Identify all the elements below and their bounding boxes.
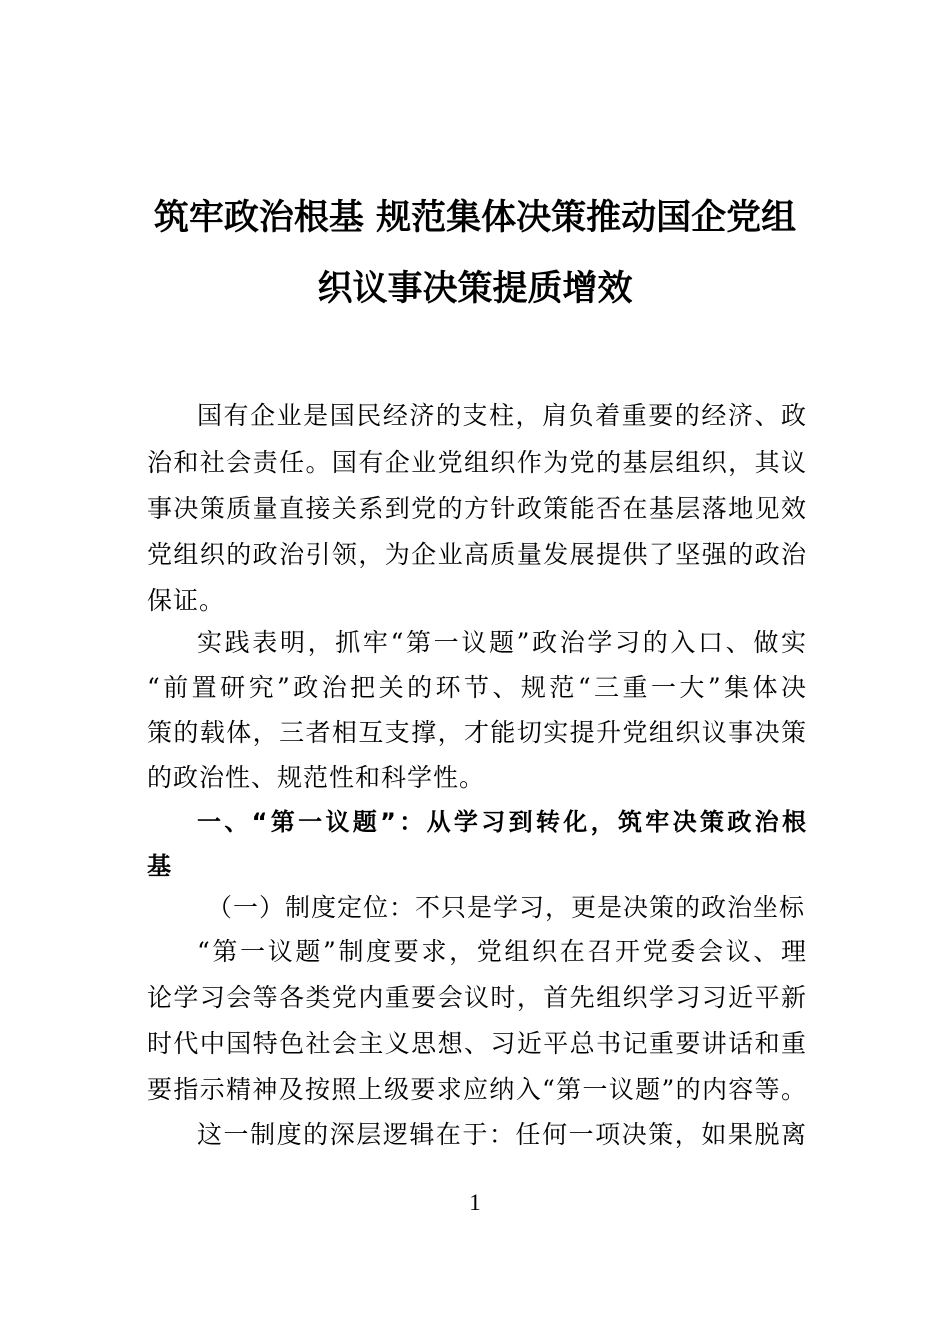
document-title-line-2: 织议事决策提质增效 bbox=[317, 269, 633, 309]
paragraph-2-line-1: 实践表明，抓牢“第一议题”政治学习的入口、做实 bbox=[197, 628, 807, 657]
paragraph-2-line-3: 策的载体，三者相互支撑，才能切实提升党组织议事决策 bbox=[147, 718, 807, 747]
paragraph-3-line-2: 论学习会等各类党内重要会议时，首先组织学习习近平新 bbox=[147, 983, 807, 1012]
paragraph-3-line-4: 要指示精神及按照上级要求应纳入“第一议题”的内容等。 bbox=[147, 1075, 807, 1104]
section-heading-line-1: 一、“第一议题”：从学习到转化，筑牢决策政治根 bbox=[197, 808, 807, 836]
paragraph-1-line-5: 保证。 bbox=[147, 586, 226, 615]
paragraph-3-line-1: “第一议题”制度要求，党组织在召开党委会议、理 bbox=[197, 937, 807, 966]
paragraph-3-line-3: 时代中国特色社会主义思想、习近平总书记重要讲话和重 bbox=[147, 1029, 807, 1058]
paragraph-1-line-3: 事决策质量直接关系到党的方针政策能否在基层落地见效 bbox=[147, 494, 807, 523]
paragraph-1-line-1: 国有企业是国民经济的支柱，肩负着重要的经济、政 bbox=[197, 401, 807, 430]
paragraph-1-line-4: 党组织的政治引领，为企业高质量发展提供了坚强的政治 bbox=[147, 540, 807, 569]
document-title-line-1: 筑牢政治根基 规范集体决策推动国企党组 bbox=[153, 198, 797, 238]
paragraph-1-line-2: 治和社会责任。国有企业党组织作为党的基层组织，其议 bbox=[147, 448, 807, 477]
paragraph-4-line-1: 这一制度的深层逻辑在于：任何一项决策，如果脱离 bbox=[197, 1120, 807, 1149]
page-number: 1 bbox=[469, 1190, 481, 1215]
paragraph-2-line-2: “前置研究”政治把关的环节、规范“三重一大”集体决 bbox=[147, 673, 807, 702]
subsection-heading: （一）制度定位：不只是学习，更是决策的政治坐标 bbox=[207, 893, 806, 922]
section-heading-line-2: 基 bbox=[147, 852, 172, 880]
paragraph-2-line-4: 的政治性、规范性和科学性。 bbox=[147, 763, 486, 792]
